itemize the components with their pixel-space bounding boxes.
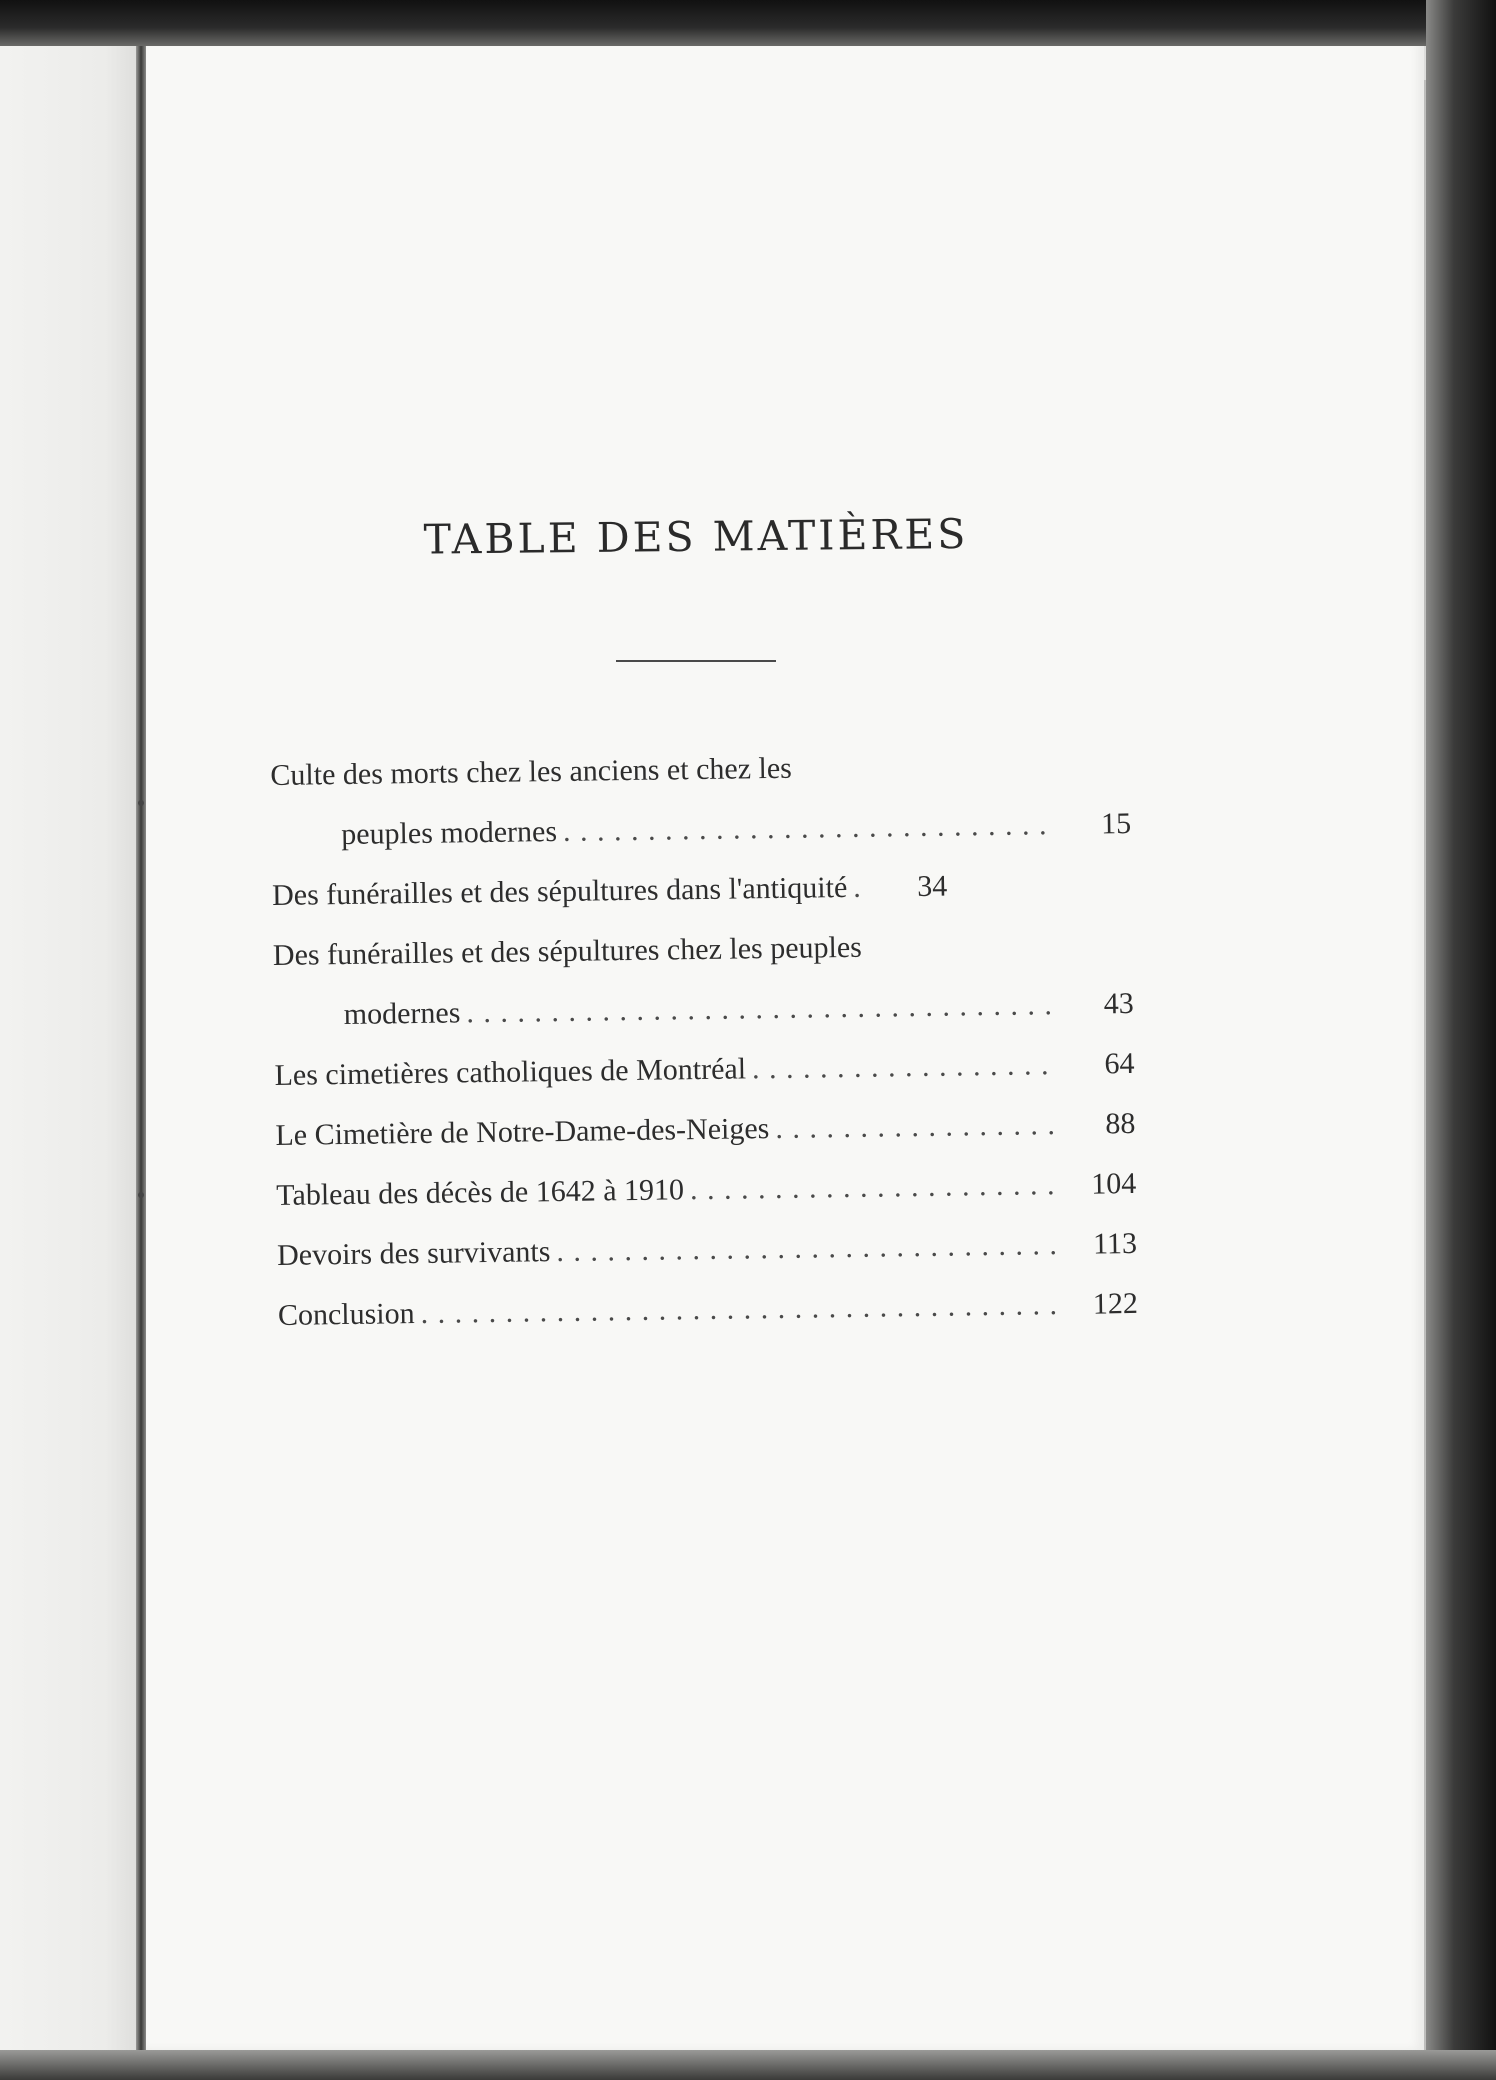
dot-leader bbox=[556, 1215, 1061, 1282]
toc-page-number: 15 bbox=[1100, 806, 1132, 841]
toc-entry bbox=[270, 734, 1132, 866]
dot-leader bbox=[563, 795, 1056, 862]
scan-speck bbox=[138, 800, 144, 806]
dot-leader bbox=[420, 1275, 1062, 1344]
dot-leader bbox=[752, 1035, 1059, 1099]
toc-entry bbox=[273, 914, 1135, 1046]
toc-page-number: 88 bbox=[1105, 1106, 1136, 1141]
toc-entry-title-continued: peuples modernes bbox=[341, 815, 558, 852]
book-gutter bbox=[136, 40, 146, 2050]
toc-page-number: 43 bbox=[1103, 986, 1134, 1021]
toc-entry-title-continued: modernes bbox=[343, 996, 461, 1031]
dot-leader bbox=[775, 1095, 1060, 1159]
toc-page-number: 122 bbox=[1092, 1286, 1139, 1321]
scan-speck bbox=[138, 1192, 144, 1198]
toc-entry-title: Le Cimetière de Notre-Dame-des-Neiges bbox=[275, 1112, 770, 1152]
title-divider bbox=[616, 660, 776, 662]
toc-entry-title: Des funérailles et des sépultures chez les peuples bbox=[272, 930, 863, 972]
left-page-edge bbox=[0, 0, 150, 2080]
scan-shadow-bottom bbox=[0, 2050, 1496, 2080]
table-of-contents bbox=[270, 734, 1138, 1346]
toc-entry-title: Devoirs des survivants bbox=[276, 1235, 551, 1272]
scan-shadow-right bbox=[1426, 0, 1496, 2080]
toc-entry-title: Culte des morts chez les anciens et chez les bbox=[270, 751, 793, 792]
page-title: TABLE DES MATIÈRES bbox=[423, 509, 969, 564]
dot-leader bbox=[853, 858, 872, 918]
toc-entry bbox=[278, 1274, 1139, 1346]
toc-entry-title: Conclusion bbox=[277, 1297, 415, 1332]
toc-entry-title: Les cimetières catholiques de Montréal bbox=[274, 1052, 747, 1092]
toc-page-number: 34 bbox=[917, 869, 948, 903]
dot-leader bbox=[690, 1155, 1061, 1220]
toc-page-number: 64 bbox=[1104, 1046, 1135, 1081]
scan-shadow-top bbox=[0, 0, 1496, 46]
toc-entry-title: Tableau des décès de 1642 à 1910 bbox=[276, 1173, 685, 1212]
toc-page-number: 104 bbox=[1090, 1166, 1137, 1201]
toc-entry-title: Des funérailles et des sépultures dans l'antiquité bbox=[271, 870, 848, 912]
toc-page-number: 113 bbox=[1092, 1226, 1138, 1261]
dot-leader bbox=[466, 975, 1058, 1043]
